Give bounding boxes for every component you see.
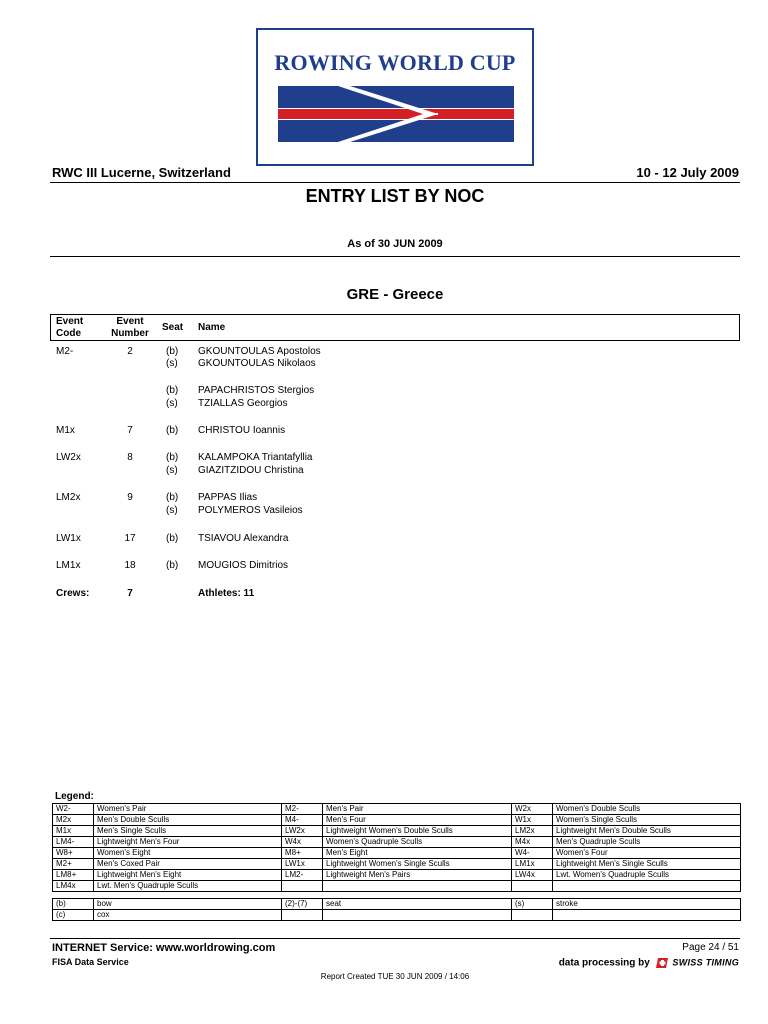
legend-code: LM4x xyxy=(53,881,94,892)
legend-code: LM2- xyxy=(282,870,323,881)
legend-description xyxy=(323,910,512,921)
column-header-event-code: Event Code xyxy=(56,316,84,339)
seat: (s) xyxy=(166,465,178,476)
event-name: RWC III Lucerne, Switzerland xyxy=(52,165,231,180)
divider xyxy=(50,182,740,183)
legend-code: M2- xyxy=(282,804,323,815)
legend-code: LW1x xyxy=(282,859,323,870)
legend-code: M4- xyxy=(282,815,323,826)
event-code: LW1x xyxy=(56,533,81,544)
legend-description: Women's Double Sculls xyxy=(553,804,741,815)
legend-seat-table xyxy=(52,898,741,921)
legend-description xyxy=(553,881,741,892)
legend-code: M2x xyxy=(53,815,94,826)
legend-row xyxy=(53,815,741,826)
legend-code: W1x xyxy=(512,815,553,826)
legend-description: Lightweight Men's Double Sculls xyxy=(553,826,741,837)
table-header xyxy=(50,314,740,341)
legend-description xyxy=(553,910,741,921)
legend-code: W4x xyxy=(282,837,323,848)
legend-description: cox xyxy=(94,910,282,921)
legend-code: (s) xyxy=(512,899,553,910)
as-of-date: As of 30 JUN 2009 xyxy=(347,238,443,250)
page-title: ENTRY LIST BY NOC xyxy=(305,186,485,206)
rowing-world-cup-logo xyxy=(256,28,534,166)
legend-row xyxy=(53,826,741,837)
logo-text: ROWING WORLD CUP xyxy=(274,50,516,75)
legend-code: W8+ xyxy=(53,848,94,859)
legend-code xyxy=(282,910,323,921)
event-code: LW2x xyxy=(56,452,81,463)
athlete-name: PAPACHRISTOS Stergios xyxy=(198,385,315,396)
legend-code: (b) xyxy=(53,899,94,910)
column-header-event-number: Event Number xyxy=(111,316,149,339)
athlete-name: MOUGIOS Dimitrios xyxy=(198,560,288,571)
swiss-timing-logo xyxy=(656,957,739,969)
event-code: M1x xyxy=(56,425,75,436)
legend-description: Women's Single Sculls xyxy=(553,815,741,826)
event-code: LM1x xyxy=(56,560,81,571)
legend-description: Lwt. Women's Quadruple Sculls xyxy=(553,870,741,881)
legend-code xyxy=(512,910,553,921)
seat: (b) xyxy=(166,560,179,571)
athlete-name: GKOUNTOULAS Nikolaos xyxy=(198,358,316,369)
seat: (b) xyxy=(166,425,179,436)
legend-code: M4x xyxy=(512,837,553,848)
legend-description: Lwt. Men's Quadruple Sculls xyxy=(94,881,282,892)
seat: (b) xyxy=(166,385,179,396)
athletes-count: Athletes: 11 xyxy=(198,588,255,599)
event-number: 7 xyxy=(127,425,133,436)
legend-description: stroke xyxy=(553,899,741,910)
event-dates: 10 - 12 July 2009 xyxy=(636,165,739,180)
legend-code: (c) xyxy=(53,910,94,921)
legend-code: LM1x xyxy=(512,859,553,870)
legend-description: Men's Pair xyxy=(323,804,512,815)
seat: (s) xyxy=(166,505,178,516)
legend-code: LW2x xyxy=(282,826,323,837)
legend-row xyxy=(53,848,741,859)
event-code: LM2x xyxy=(56,492,81,503)
legend-table xyxy=(52,803,741,892)
column-header-seat: Seat xyxy=(162,322,184,333)
legend-description: Men's Four xyxy=(323,815,512,826)
legend-row xyxy=(53,804,741,815)
athlete-name: TZIALLAS Georgios xyxy=(198,398,288,409)
legend-code: W2x xyxy=(512,804,553,815)
legend-description: bow xyxy=(94,899,282,910)
legend-description: Women's Eight xyxy=(94,848,282,859)
legend-description: Men's Coxed Pair xyxy=(94,859,282,870)
legend-description: Men's Eight xyxy=(323,848,512,859)
legend-description: Lightweight Men's Single Sculls xyxy=(553,859,741,870)
legend-row xyxy=(53,910,741,921)
footer-divider xyxy=(50,938,740,939)
internet-service: INTERNET Service: www.worldrowing.com xyxy=(52,942,276,954)
seat: (s) xyxy=(166,358,178,369)
legend-description: Women's Four xyxy=(553,848,741,859)
crews-label: Crews: xyxy=(56,588,90,599)
legend-description: Women's Quadruple Sculls xyxy=(323,837,512,848)
legend-description: Women's Pair xyxy=(94,804,282,815)
seat: (b) xyxy=(166,533,179,544)
legend-code: W4- xyxy=(512,848,553,859)
legend-description: Men's Quadruple Sculls xyxy=(553,837,741,848)
legend-code: LM8+ xyxy=(53,870,94,881)
legend-code: LM2x xyxy=(512,826,553,837)
athlete-name: GKOUNTOULAS Apostolos xyxy=(198,346,321,357)
athlete-name: PAPPAS Ilias xyxy=(198,492,258,503)
athlete-name: GIAZITZIDOU Christina xyxy=(198,465,304,476)
legend-description: Lightweight Men's Eight xyxy=(94,870,282,881)
event-number: 2 xyxy=(127,346,133,357)
athlete-name: KALAMPOKA Triantafyllia xyxy=(198,452,313,463)
legend-code: W2- xyxy=(53,804,94,815)
legend-description: Men's Double Sculls xyxy=(94,815,282,826)
divider xyxy=(50,256,740,257)
athlete-name: POLYMEROS Vasileios xyxy=(198,505,303,516)
legend-description: seat xyxy=(323,899,512,910)
legend-code: M8+ xyxy=(282,848,323,859)
legend-row xyxy=(53,870,741,881)
swiss-timing-name: SWISS TIMING xyxy=(672,957,739,968)
legend-code: M2+ xyxy=(53,859,94,870)
legend-row xyxy=(53,899,741,910)
legend-code: LM4- xyxy=(53,837,94,848)
legend-label: Legend: xyxy=(55,791,94,802)
fisa-data-service: FISA Data Service xyxy=(52,957,129,967)
noc-heading: GRE - Greece xyxy=(346,286,444,303)
legend-code: M1x xyxy=(53,826,94,837)
data-processing xyxy=(559,957,739,969)
seat: (b) xyxy=(166,452,179,463)
seat: (b) xyxy=(166,346,179,357)
legend-row xyxy=(53,837,741,848)
legend-description: Lightweight Women's Double Sculls xyxy=(323,826,512,837)
legend-row xyxy=(53,859,741,870)
event-number: 9 xyxy=(127,492,133,503)
logo-graphic xyxy=(278,86,514,144)
seat: (s) xyxy=(166,398,178,409)
legend-code xyxy=(512,881,553,892)
data-processing-label: data processing by xyxy=(558,957,650,969)
event-number: 17 xyxy=(124,533,136,544)
legend-code: (2)-(7) xyxy=(282,899,323,910)
event-code: M2- xyxy=(56,346,74,357)
legend-description: Lightweight Women's Single Sculls xyxy=(323,859,512,870)
athlete-name: CHRISTOU Ioannis xyxy=(198,425,286,436)
event-number: 18 xyxy=(124,560,136,571)
swiss-timing-icon xyxy=(656,957,670,969)
legend-description xyxy=(323,881,512,892)
page-number: Page 24 / 51 xyxy=(682,942,739,953)
crews-count: 7 xyxy=(127,588,133,599)
report-created: Report Created TUE 30 JUN 2009 / 14:06 xyxy=(320,972,470,981)
legend-row xyxy=(53,881,741,892)
legend-description: Men's Single Sculls xyxy=(94,826,282,837)
column-header-name: Name xyxy=(198,322,226,333)
legend-description: Lightweight Men's Four xyxy=(94,837,282,848)
athlete-name: TSIAVOU Alexandra xyxy=(198,533,289,544)
legend-code: LW4x xyxy=(512,870,553,881)
event-number: 8 xyxy=(127,452,133,463)
legend-code xyxy=(282,881,323,892)
seat: (b) xyxy=(166,492,179,503)
legend-description: Lightweight Men's Pairs xyxy=(323,870,512,881)
